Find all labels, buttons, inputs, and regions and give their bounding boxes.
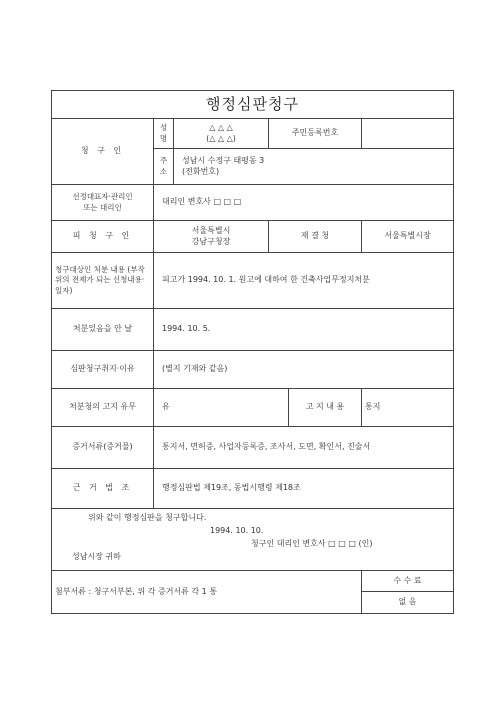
claimant-label: 청 구 인 [52,119,154,185]
fee-value: 없 음 [362,592,454,614]
respondent-label: 피 청 구 인 [52,221,154,253]
decision-agency-value: 서울특별시장 [362,221,454,253]
notice-value: 유 [154,389,289,427]
name-label: 성 명 [154,119,174,149]
resident-number-value [362,119,454,149]
notice-content-value: 통지 [362,389,454,427]
declaration-signature: 청구인 대리인 변호사 □ □ □ (인) [251,539,373,548]
address-label: 주 소 [154,149,174,185]
respondent-value: 서울특별시 강남구청장 [154,221,269,253]
notice-label: 처분청의 고지 유무 [52,389,154,427]
address-value: 성남시 수정구 태평동 3 (전화번호) [174,149,454,185]
notice-content-label: 고 지 내 용 [289,389,362,427]
declaration-date: 1994. 10. 10. [210,526,264,535]
resident-number-label: 주민등록번호 [269,119,362,149]
purpose-label: 심판청구취지·이유 [52,351,154,389]
disposition-label: 청구대상인 처분 내용 (부작위의 전제가 되는 신청내용·일자) [52,253,154,309]
fee-label: 수 수 료 [362,571,454,592]
purpose-value: (별지 기재와 같음) [154,351,454,389]
representative-value: 대리인 변호사 □ □ □ [154,185,454,221]
legal-basis-value: 행정심판법 제19조, 동법시행령 제18조 [154,469,454,509]
evidence-value: 통지서, 면허증, 사업자등록증, 조사서, 도면, 확인서, 진술서 [154,427,454,469]
attachments-text: 첨부서류 : 청구서부본, 위 각 증거서류 각 1 통 [52,571,362,614]
declaration-block [52,509,454,571]
administrative-appeal-form [51,90,454,614]
legal-basis-label: 근 거 법 조 [52,469,154,509]
decision-agency-label: 재 결 청 [269,221,362,253]
name-value: △ △ △ (△ △ △) [174,119,269,149]
form-title: 행정심판청구 [52,91,454,119]
representative-label: 선정대표자·관리인 또는 대리인 [52,185,154,221]
declaration-addressee: 성남시장 귀하 [72,552,121,561]
evidence-label: 증거서류(증거물) [52,427,154,469]
known-date-value: 1994. 10. 5. [154,309,454,351]
declaration-text: 위와 같이 행정심판을 청구합니다. [88,513,207,522]
known-date-label: 처분있음을 안 날 [52,309,154,351]
disposition-value: 피고가 1994. 10. 1. 원고에 대하여 한 건축사업무정지처분 [154,253,454,309]
